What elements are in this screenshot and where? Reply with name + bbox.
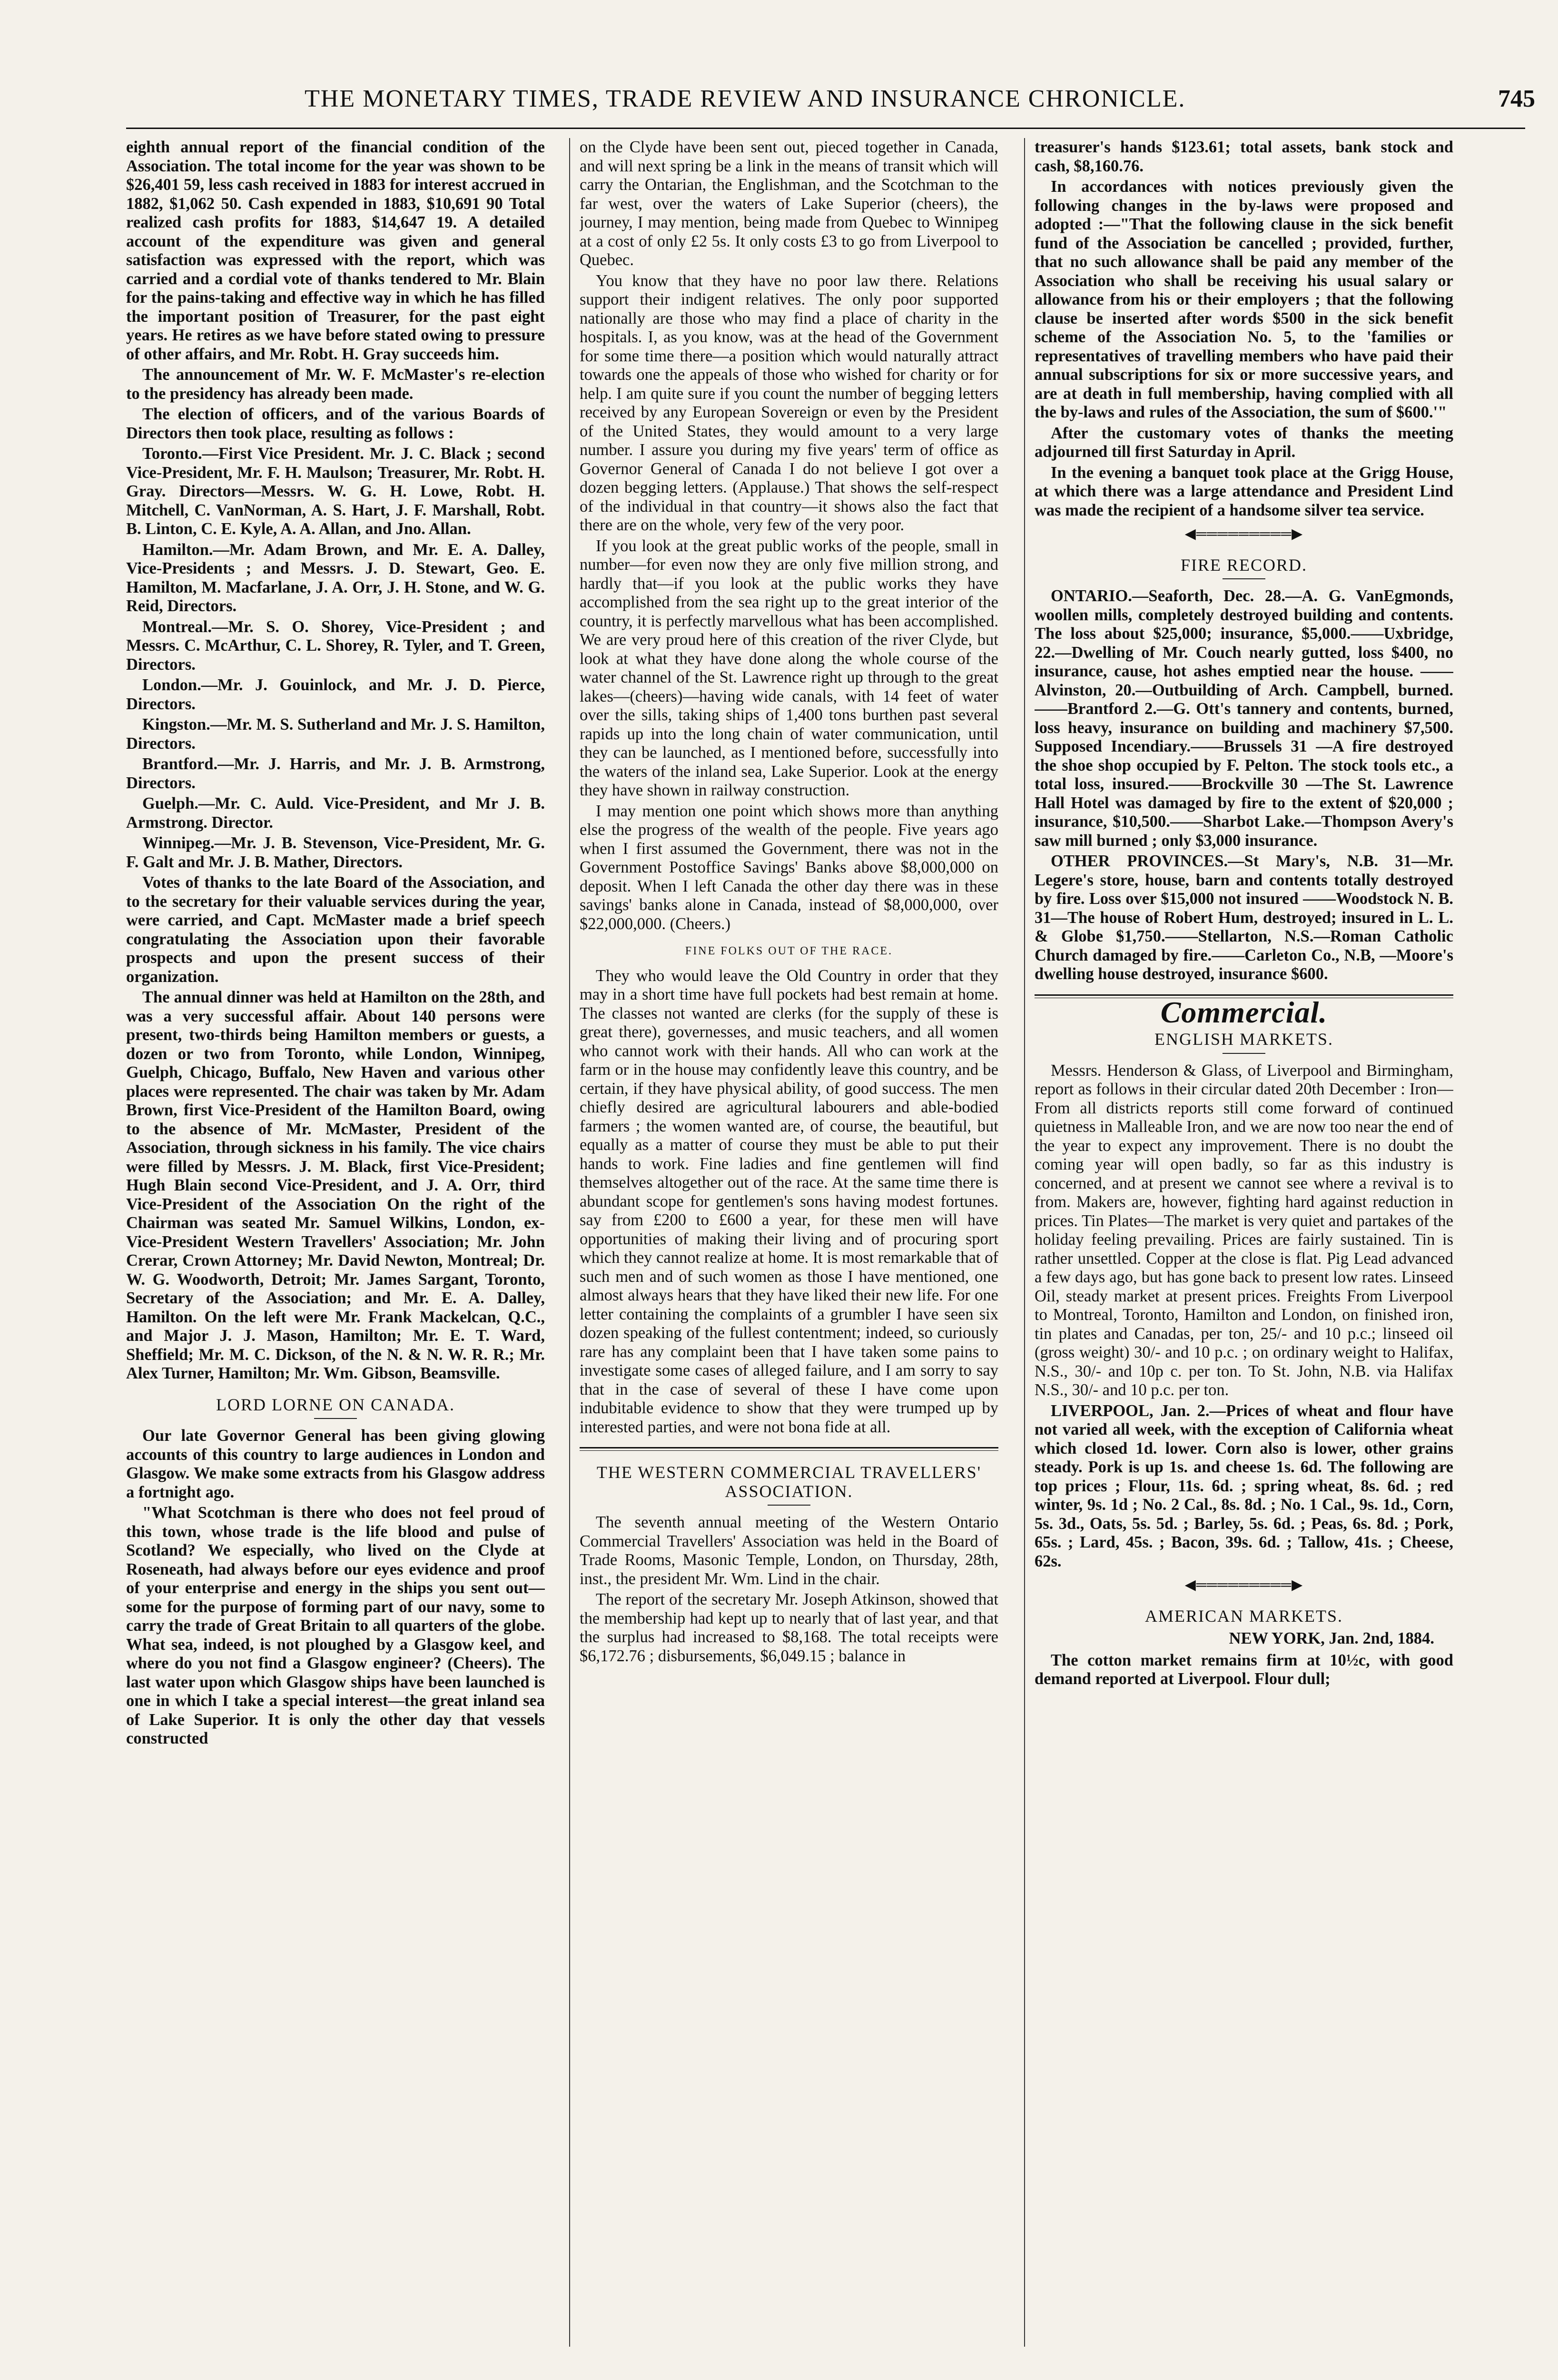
paragraph: treasurer's hands $123.61; total assets, bank stock and cash, $8,160.76. (1035, 138, 1453, 175)
paragraph: on the Clyde have been sent out, pieced together in Canada, and will next spring be a link in the means of transit which will carry the Ontarian, the Englishman, and the Scotchman to the far west, over the waters of Lake Superior (cheers), the journey, I may mention, being made from Quebec to Winnipeg at a cost of only £2 5s. It only costs £3 to go from Liverpool to Quebec. (580, 138, 998, 269)
paragraph: ONTARIO.—Seaforth, Dec. 28.—A. G. VanEgmonds, woollen mills, completely destroyed building and contents. The loss about $25,000; insurance, $5,000.——Uxbridge, 22.—Dwelling of Mr. Couch nearly gutted, loss $400, no insurance, cause, hot ashes emptied near the house. ——Alvinston, 20.—Outbuilding of Arch. Campbell, burned.——Brantford 2.—G. Ott's tannery and contents, burned, loss heavy, insurance on building and machinery $7,500. Supposed Incendiary.——Brussels 31 —A fire destroyed the shoe shop occupied by F. Pelton. The stock tools etc., a total loss, insured.——Brockville 30 —The St. Lawrence Hall Hotel was damaged by fire to the extent of $20,000 ; insurance, $10,500.——Sharbot Lake.—Thompson Avery's saw mill burned ; only $3,000 insurance. (1035, 587, 1453, 850)
paragraph: In the evening a banquet took place at the Grigg House, at which there was a large attendance and President Lind was made the recipient of a handsome silver tea service. (1035, 463, 1453, 519)
column-3 (1035, 138, 1453, 2347)
publication-title: THE MONETARY TIMES, TRADE REVIEW AND INSURANCE CHRONICLE. (305, 85, 1186, 112)
paragraph: The report of the secretary Mr. Joseph Atkinson, showed that the membership had kept up to nearly that of last year, and that the surplus had increased to $8,168. The total receipts were $6,172.76 ; disbursements, $6,049.15 ; balance in (580, 1590, 998, 1665)
paragraph: In accordances with notices previously given the following changes in the by-laws were proposed and adopted :—"That the following clause in the sick benefit fund of the Association be cancelled ; provided, further, that no such allowance shall be paid any member of the Association who shall be receiving his usual salary or allowance from his or their employers ; that the following clause be inserted after words $500 in the sick benefit scheme of the Association No. 5, to the 'families or representatives of travelling members who have paid their annual subscriptions for six or more successive years, and are at death in full membership, having complied with all the by-laws and rules of the Association, the sum of $600.'" (1035, 178, 1453, 421)
paragraph: You know that they have no poor law there. Relations support their indigent relatives. The only poor supported nationally are those who may find a place of charity in the hospitals. I, as you know, was at the head of the Government for some time there—a position which would naturally attract towards one the appeals of those who wished for charity or for help. I am quite sure if you count the number of begging letters received by any European Sovereign or even by the President of the United States, they would amount to a very large number. I assure you during my five years' term of office as Governor General of Canada I do not believe I got over a dozen begging letters. (Applause.) That shows the self-respect of the individual in that country—it shows also the fact that there are on the whole, very few of the very poor. (580, 271, 998, 534)
masthead (0, 85, 1558, 118)
section-title-commercial: Commercial. (1160, 995, 1328, 1029)
section-heading-american-markets: AMERICAN MARKETS. (1144, 1606, 1343, 1626)
paragraph: Kingston.—Mr. M. S. Sutherland and Mr. J. S. Hamilton, Directors. (126, 715, 545, 753)
paragraph: Our late Governor General has been giving glowing accounts of this country to large audiences in London and Glasgow. We make some extracts from his Glasgow address a fortnight ago. (126, 1427, 545, 1501)
paragraph: Messrs. Henderson & Glass, of Liverpool and Birmingham, report as follows in their circular dated 20th December : Iron—From all districts reports still come forward of continued quietness in Malleable Iron, and we are now too near the end of the year to expect any improvement. There is no doubt the coming year will open badly, so far as this industry is concerned, and at present we cannot see where a revival is to from. Makers are, however, fighting hard against reduction in prices. Tin Plates—The market is very quiet and partakes of the holiday feeling prevailing. Prices are fairly sustained. Tin is rather unsettled. Copper at the close is flat. Pig Lead advanced a few days ago, but has gone back to present low rates. Linseed Oil, steady market at present prices. Freights From Liverpool to Montreal, Toronto, Hamilton and London, on finished iron, tin plates and Canadas, per ton, 25/- and 10 p.c.; linseed oil (gross weight) 30/- and 10 p.c. ; on ordinary weight to Halifax, N.S., 30/- and 10p c. per ton. To St. John, N.B. via Halifax N.S., 30/- and 10 p.c. per ton. (1035, 1061, 1453, 1399)
column-1 (126, 138, 545, 2347)
ornamental-divider: ◀═════════▶ (1184, 1577, 1303, 1593)
column-divider (569, 138, 570, 2347)
heading-dash (768, 1505, 810, 1506)
article-subheading-fine-folks: FINE FOLKS OUT OF THE RACE. (685, 945, 893, 957)
section-heading-english-markets: ENGLISH MARKETS. (1154, 1030, 1333, 1049)
paragraph: Votes of thanks to the late Board of the Association, and to the secretary for their valuable services during the year, were carried, and Capt. McMaster made a brief speech congratulating the Association upon their favorable prospects and upon the present success of their organization. (126, 873, 545, 986)
paragraph: The annual dinner was held at Hamilton on the 28th, and was a very successful affair. About 140 persons were present, two-thirds being Hamilton members or guests, a dozen or two from Toronto, while London, Winnipeg, Guelph, Chicago, Buffalo, New Haven and various other places were represented. The chair was taken by Mr. Adam Brown, first Vice-President of the Hamilton Board, owing to the absence of Mr. McMaster, President of the Association, through sickness in his family. The vice chairs were filled by Messrs. J. M. Black, first Vice-President; Hugh Blain second Vice-President, and J. A. Orr, third Vice-President of the Association On the right of the Chairman was seated Mr. Samuel Wilkins, London, ex-Vice-President Western Travellers' Association; Mr. John Crerar, Crown Attorney; Mr. David Newton, Montreal; Dr. W. G. Woodworth, Detroit; Mr. James Sargant, Toronto, Secretary of the Association; and Mr. E. A. Dalley, Hamilton. On the left were Mr. Frank Mackelcan, Q.C., and Major J. J. Mason, Hamilton; Mr. E. T. Ward, Sheffield; Mr. M. C. Dickson, of the N. & N. W. R. R.; Mr. Alex Turner, Hamilton; Mr. Wm. Gibson, Beamsville. (126, 988, 545, 1382)
page-number: 745 (1498, 85, 1535, 112)
paragraph: Guelph.—Mr. C. Auld. Vice-President, and Mr J. B. Armstrong. Director. (126, 794, 545, 832)
paragraph: Montreal.—Mr. S. O. Shorey, Vice-President ; and Messrs. C. McArthur, C. L. Shorey, R. Tyler, and T. Green, Directors. (126, 617, 545, 674)
paragraph: eighth annual report of the financial condition of the Association. The total income for the year was shown to be $26,401 59, less cash received in 1883 for interest accrued in 1882, $1,062 50. Cash expended in 1883, $10,691 90 Total realized cash profits for 1883, $14,647 19. A detailed account of the expenditure was given and general satisfaction was expressed with the report, which was carried and a cordial vote of thanks tendered to Mr. Blain for the pains-taking and effective way in which he has filled the important position of Treasurer, for the past eight years. He retires as we have before stated owing to pressure of other affairs, and Mr. Robt. H. Gray succeeds him. (126, 138, 545, 363)
paragraph: The announcement of Mr. W. F. McMaster's re-election to the presidency has already been made. (126, 366, 545, 403)
paragraph: After the customary votes of thanks the meeting adjourned till first Saturday in April. (1035, 424, 1453, 461)
section-heading-fire-record: FIRE RECORD. (1180, 555, 1308, 575)
paragraph: Hamilton.—Mr. Adam Brown, and Mr. E. A. Dalley, Vice-Presidents ; and Messrs. J. D. Stewart, Geo. E. Hamilton, M. Macfarlane, J. A. Orr, J. H. Stone, and W. G. Reid, Directors. (126, 540, 545, 615)
paragraph: London.—Mr. J. Gouinlock, and Mr. J. D. Pierce, Directors. (126, 676, 545, 713)
article-heading-lord-lorne: LORD LORNE ON CANADA. (216, 1395, 455, 1414)
section-rule (580, 1447, 998, 1451)
paragraph: The cotton market remains firm at 10½c, with good demand reported at Liverpool. Flour dull; (1035, 1651, 1453, 1688)
heading-dash (1223, 1053, 1265, 1054)
paragraph: The election of officers, and of the various Boards of Directors then took place, resulting as follows : (126, 405, 545, 442)
paragraph: I may mention one point which shows more than anything else the progress of the wealth of the people. Five years ago when I first assumed the Government, there was not in the Government Postoffice Savings' Banks above $8,000,000 on deposit. When I left Canada the other day there was in these savings' banks alone in Canada, instead of $8,000,000, over $22,000,000. (Cheers.) (580, 802, 998, 933)
paragraph: "What Scotchman is there who does not feel proud of this town, whose trade is the life blood and pulse of Scotland? We especially, who lived on the Clyde at Roseneath, had always before our eyes evidence and proof of your enterprise and energy in the ships you sent out—some for the purpose of forming part of our navy, some to carry the trade of Great Britain to all quarters of the globe. What sea, indeed, is not ploughed by a Glasgow keel, and where do you not find a Glasgow engineer? (Cheers). The last water upon which Glasgow ships have been launched is one in which I take a special interest—the great inland sea of Lake Superior. It is only the other day that vessels constructed (126, 1504, 545, 1747)
dateline: NEW YORK, Jan. 2nd, 1884. (1229, 1629, 1434, 1647)
ornamental-divider: ◀═════════▶ (1184, 526, 1303, 542)
paragraph: Brantford.—Mr. J. Harris, and Mr. J. B. Armstrong, Directors. (126, 755, 545, 792)
heading-dash (1223, 578, 1265, 579)
column-divider (1024, 138, 1025, 2347)
paragraph: They who would leave the Old Country in order that they may in a short time have full pockets had best remain at home. The classes not wanted are clerks (for the supply of these is great there), governesses, and music teachers, and all women who cannot work with their hands. All who can work at the farm or in the house may confidently leave this country, and be certain, if they have physical ability, of good success. The men chiefly desired are agricultural labourers and able-bodied farmers ; the women wanted are, of course, the beautiful, but equally as a matter of course they must be able to put their hands to work. Fine ladies and fine gentlemen will find themselves altogether out of the race. At the same time there is abundant scope for gentlemen's sons having modest fortunes. say from £200 to £600 a year, for these men will have opportunities of making their living and of procuring sport which they cannot realize at home. It is most remarkable that of such men and of such women as those I have mentioned, one almost always hears that they have liked their new life. For one letter containing the complaints of a grumbler I have seen six dozen speaking of the fullest contentment; indeed, so curiously rare has any complaint been that I have taken some pains to investigate some cases of alleged failure, and I am sorry to say that in the case of several of these I have come upon indubitable evidence to show that they were trumped up by interested parties, and were not bona fide at all. (580, 966, 998, 1436)
paragraph: Toronto.—First Vice President. Mr. J. C. Black ; second Vice-President, Mr. F. H. Maulson; Treasurer, Mr. Robt. H. Gray. Directors—Messrs. W. G. H. Lowe, Robt. H. Mitchell, C. VanNorman, A. S. Hart, J. F. Marshall, Robt. B. Linton, C. E. Kyle, A. A. Allan, and Jno. Allan. (126, 445, 545, 538)
column-2 (580, 138, 998, 2347)
paragraph: If you look at the great public works of the people, small in number—for even now they are only five million strong, and hardly that—if you look at the public works they have accomplished from the sea right up to the great interior of the country, it is perfectly marvellous what has been accomplished. We are very proud here of this creation of the river Clyde, but look at what they have done along the whole course of the water channel of the St. Lawrence right up through to the great lakes—(cheers)—having wide canals, with 14 feet of water over the sills, taking ships of 1,400 tons burthen past several rapids up into the long chain of water communication, until they can be launched, as I mentioned before, successfully into the waters of the inland sea, Lake Superior. Look at the energy they have shown in railway construction. (580, 536, 998, 799)
header-rule (126, 128, 1525, 129)
paragraph: The seventh annual meeting of the Western Ontario Commercial Travellers' Association was held in the Board of Trade Rooms, Masonic Temple, London, on Thursday, 28th, inst., the president Mr. Wm. Lind in the chair. (580, 1513, 998, 1588)
article-heading-western-travellers: THE WESTERN COMMERCIAL TRAVELLERS' ASSOCIATION. (596, 1463, 982, 1501)
paragraph: OTHER PROVINCES.—St Mary's, N.B. 31—Mr. Legere's store, house, barn and contents totally destroyed by fire. Loss over $15,000 not insured ——Woodstock N. B. 31—The house of Robert Hum, destroyed; insured in L. L. & Globe $1,750.——Stellarton, N.S.—Roman Catholic Church damaged by fire.——Carleton Co., N.B, —Moore's dwelling house destroyed, insurance $600. (1035, 852, 1453, 983)
paragraph: Winnipeg.—Mr. J. B. Stevenson, Vice-President, Mr. G. F. Galt and Mr. J. B. Mather, Directors. (126, 834, 545, 871)
heading-dash (314, 1418, 357, 1419)
paragraph: LIVERPOOL, Jan. 2.—Prices of wheat and flour have not varied all week, with the exception of California wheat which closed 1d. lower. Corn also is lower, other grains steady. Pork is up 1s. and cheese 1s. 6d. The following are top prices ; Flour, 11s. 6d. ; spring wheat, 8s. 6d. ; red winter, 9s. 1d ; No. 2 Cal., 8s. 8d. ; No. 1 Cal., 9s. 1d., Corn, 5s. 3d., Oats, 5s. 5d. ; Barley, 5s. 6d. ; Peas, 6s. 8d. ; Pork, 65s. ; Lard, 45s. ; Bacon, 39s. 6d. ; Tallow, 41s. ; Cheese, 62s. (1035, 1401, 1453, 1570)
